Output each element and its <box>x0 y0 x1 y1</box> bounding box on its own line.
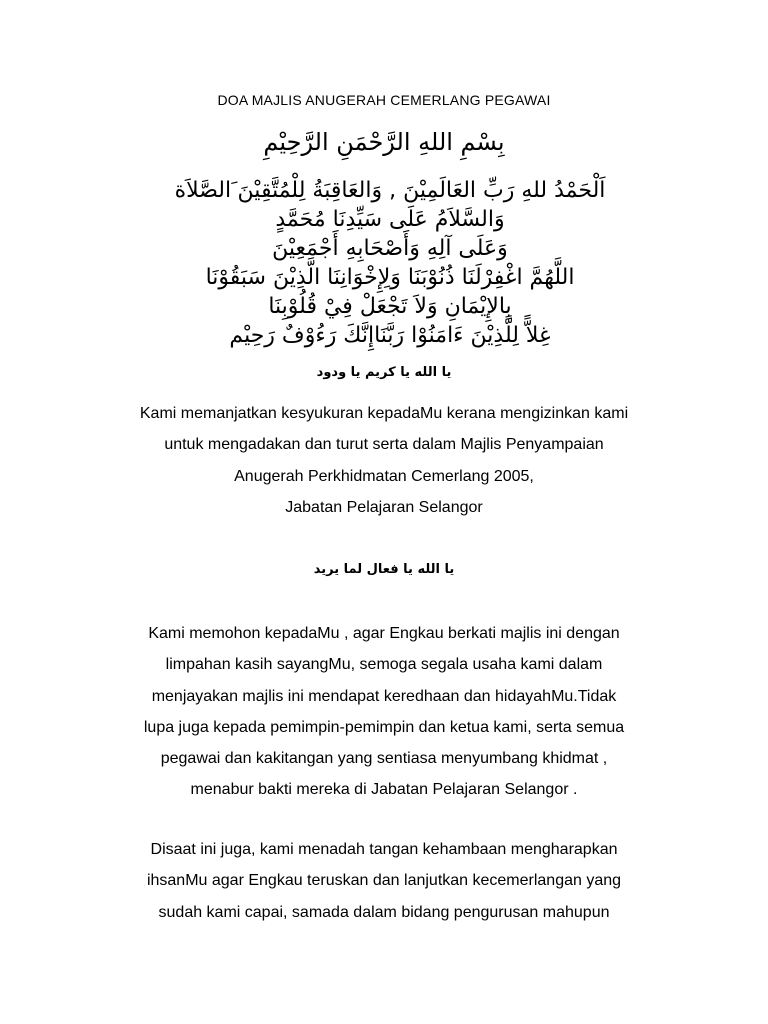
paragraph-line: Kami memanjatkan kesyukuran kepadaMu kerana mengizinkan kami <box>139 405 629 422</box>
invocation-heading: يا الله يا كريم يا ودود <box>316 365 452 380</box>
arabic-line: اَلْحَمْدُ للهِ رَبِّ العَالَمِيْنَ , وَالعَاقِبَةُ لِلْمُتَّقِيْنَ َالصَّلاَة <box>174 178 606 203</box>
paragraph-line: untuk mengadakan dan turut serta dalam Majlis Penyampaian <box>164 436 604 454</box>
paragraph-line: Anugerah Perkhidmatan Cemerlang 2005, <box>234 467 534 485</box>
arabic-line: بِالإِيْمَانِ وَلاَ تَجْعَلْ فِيْ قُلُوْبِنَا <box>268 294 512 319</box>
arabic-line: وَعَلَى آلِهِ وَأَصْحَابِهِ أَجْمَعِيْنَ <box>272 236 508 261</box>
paragraph-line: menjayakan majlis ini mendapat keredhaan dan hidayahMu.Tidak <box>151 687 617 705</box>
paragraph-line: Jabatan Pelajaran Selangor <box>285 498 483 516</box>
paragraph-line: ihsanMu agar Engkau teruskan dan lanjutkan kecemerlangan yang <box>146 872 622 890</box>
arabic-line: وَالسَّلاَمُ عَلَى سَيِّدِنَا مُحَمَّدٍ <box>275 207 505 232</box>
paragraph-line: lupa juga kepada pemimpin-pemimpin dan ketua kami, serta semua <box>143 718 625 736</box>
basmalah: بِسْمِ اللهِ الرَّحْمَنِ الرَّحِيْمِ <box>263 128 505 156</box>
arabic-line: غِلاًّ لِلَّذِيْنَ ءَامَنُوْا رَبَّنَاإِنَّكَ رَءُوْفٌ رَحِيْم <box>229 323 551 348</box>
paragraph-line: limpahan kasih sayangMu, semoga segala usaha kami dalam <box>165 656 603 674</box>
paragraph-hope <box>108 834 660 928</box>
paragraph-thanksgiving <box>108 398 660 523</box>
paragraph-line: sudah kami capai, samada dalam bidang pengurusan mahupun <box>158 903 610 921</box>
paragraph-line: menabur bakti mereka di Jabatan Pelajaran Selangor . <box>190 781 578 799</box>
paragraph-line: pegawai dan kakitangan yang sentiasa menyumbang khidmat , <box>160 750 608 768</box>
arabic-prayer <box>120 176 660 350</box>
document-title: DOA MAJLIS ANUGERAH CEMERLANG PEGAWAI <box>217 92 551 108</box>
paragraph-line: Disaat ini juga, kami menadah tangan kehambaan mengharapkan <box>150 841 618 858</box>
invocation-heading: يا الله يا فعال لما يريد <box>313 562 455 577</box>
paragraph-blessing <box>108 618 660 806</box>
paragraph-line: Kami memohon kepadaMu , agar Engkau berkati majlis ini dengan <box>148 625 620 642</box>
arabic-line: اللَّهُمَّ اغْفِرْلَنَا ذُنُوْبَنَا وَلِإِخْوَانِنَا الَّذِيْنَ سَبَقُوْنَا <box>205 265 575 290</box>
